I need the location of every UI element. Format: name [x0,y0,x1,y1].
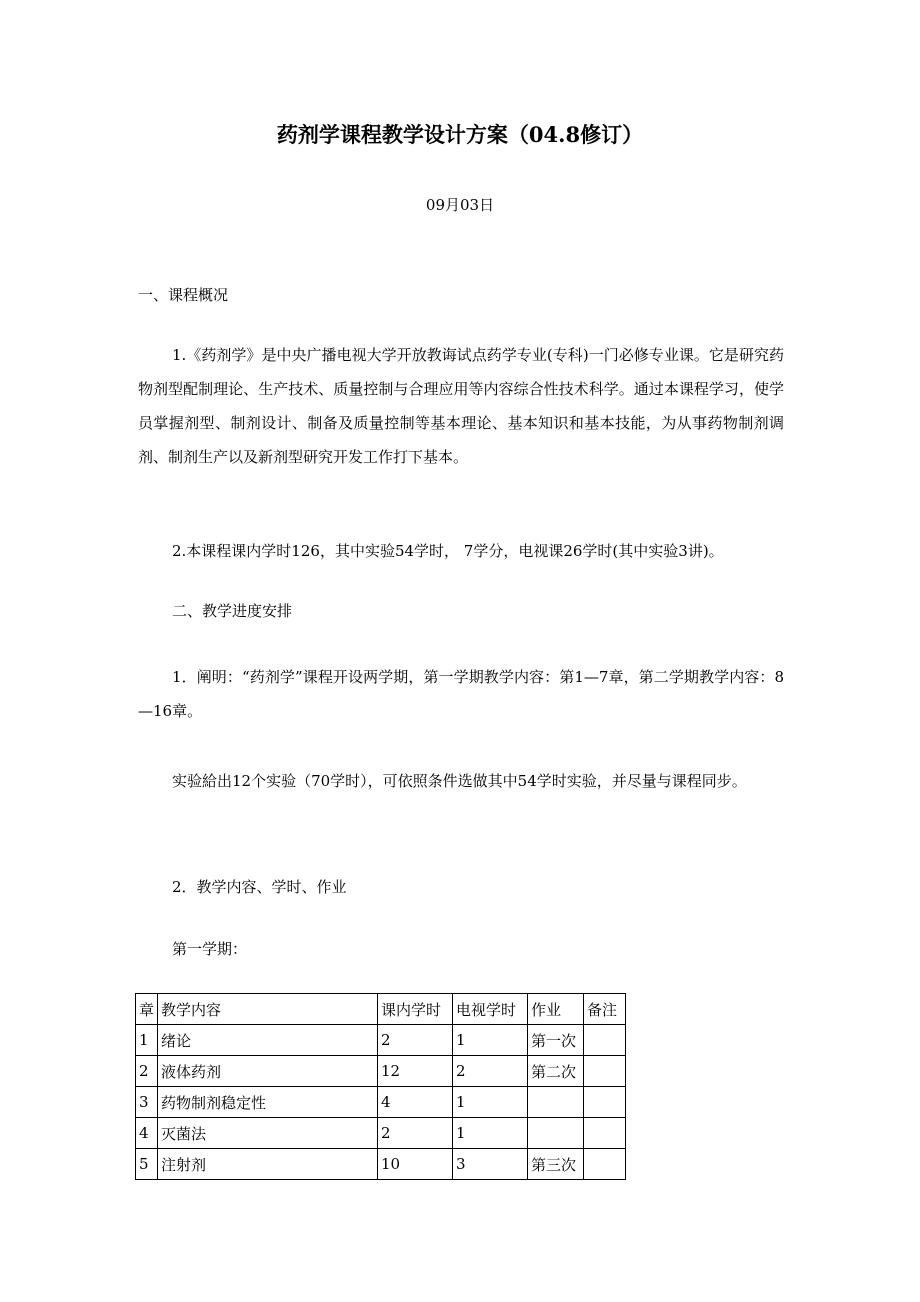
course-table-body [136,994,626,1180]
table-cell: 1 [453,1118,528,1149]
table-cell: 4 [378,1087,453,1118]
subheading-content-hours-homework: 2．教学内容、学时、作业 [172,878,347,896]
document-title: 药剂学课程教学设计方案（04.8修订） [276,122,644,147]
table-header-row [136,994,626,1025]
table-header-cell: 教学内容 [158,994,378,1025]
table-cell: 2 [378,1025,453,1056]
document-date: 09月03日 [425,196,495,214]
table-cell [584,1118,626,1149]
section-heading-overview: 一、课程概况 [138,286,229,304]
table-cell: 第二次 [528,1056,584,1087]
table-cell: 1 [453,1087,528,1118]
course-schedule-table [135,993,626,1180]
table-header-cell: 电视学时 [453,994,528,1025]
table-cell [584,1056,626,1087]
paragraph-experiments: 实验給出12个实验（70学时），可依照条件选做其中54学时实验，并尽量与课程同步。 [172,772,747,790]
table-cell: 5 [136,1149,158,1180]
table-cell: 2 [136,1056,158,1087]
table-cell: 3 [136,1087,158,1118]
table-cell: 3 [453,1149,528,1180]
table-cell: 4 [136,1118,158,1149]
table-cell: 第一次 [528,1025,584,1056]
table-row [136,1087,626,1118]
paragraph-course-hours: 2.本课程课内学时126，其中实验54学时， 7学分，电视课26学时(其中实验3讲)。 [172,542,724,560]
table-cell [584,1087,626,1118]
table-cell: 1 [136,1025,158,1056]
paragraph-schedule-description: 1．阐明：“药剂学”课程开设两学期，第一学期教学内容：第1—7章，第二学期教学内容：8—16章。 [138,668,784,720]
semester-label: 第一学期： [172,940,248,958]
table-header-cell: 章 [136,994,158,1025]
table-cell [584,1025,626,1056]
table-cell [528,1087,584,1118]
table-cell: 第三次 [528,1149,584,1180]
paragraph-course-intro: 1.《药剂学》是中央广播电视大学开放教诲试点药学专业(专科)一门必修专业课。它是研究药物剂型配制理论、生产技术、质量控制与合理应用等内容综合性技术科学。通过本课程学习，使学员掌握剂型、制剂设计、制备及质量控制等基本理论、基本知识和基本技能，为从事药物制剂调剂、制剂生产以及新剂型研究开发工作打下基本。 [138,346,784,466]
table-row [136,1149,626,1180]
table-row [136,1025,626,1056]
section-heading-schedule: 二、教学进度安排 [172,602,293,620]
table-cell: 2 [453,1056,528,1087]
table-cell: 药物制剂稳定性 [158,1087,378,1118]
table-cell: 1 [453,1025,528,1056]
table-header-cell: 备注 [584,994,626,1025]
table-header-cell: 课内学时 [378,994,453,1025]
table-row [136,1056,626,1087]
table-cell [528,1118,584,1149]
table-cell: 绪论 [158,1025,378,1056]
table-cell: 10 [378,1149,453,1180]
table-row [136,1118,626,1149]
table-cell: 注射剂 [158,1149,378,1180]
table-cell: 灭菌法 [158,1118,378,1149]
table-header-cell: 作业 [528,994,584,1025]
table-cell: 液体药剂 [158,1056,378,1087]
table-cell [584,1149,626,1180]
table-cell: 12 [378,1056,453,1087]
table-cell: 2 [378,1118,453,1149]
